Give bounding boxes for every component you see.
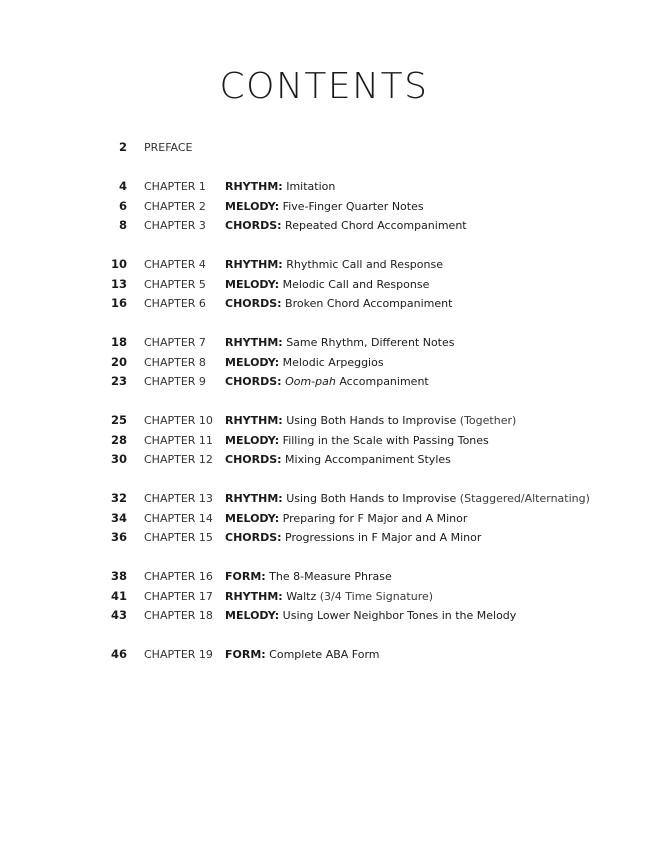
page-title: CONTENTS [219,66,429,107]
entry-text: Same Rhythm, Different Notes [282,336,455,349]
toc-group [0,489,648,548]
entry-text-after: Accompaniment [335,375,429,388]
entry-title [225,606,516,626]
entry-category: MELODY: [225,199,280,213]
entry-category: CHORDS: [225,375,282,388]
page-number: 18 [110,335,127,349]
toc-group [0,177,648,236]
entry-text: Filling in the Scale with Passing Tones [279,433,489,447]
entry-text: Five-Finger Quarter Notes [279,199,424,213]
entry-note: (3/4 Time Signature) [316,589,434,603]
chapter-label: CHAPTER 11 [144,433,213,447]
toc-entry[interactable] [0,372,648,392]
chapter-label: CHAPTER 12 [144,453,213,466]
page-number: 36 [110,530,127,544]
toc-entry[interactable] [0,606,648,626]
page-number: 30 [110,452,127,466]
chapter-label: CHAPTER 15 [144,531,213,544]
entry-text: Using Lower Neighbor Tones in the Melody [279,609,517,622]
chapter-label: CHAPTER 5 [144,277,206,291]
toc-entry[interactable] [0,645,648,665]
entry-category: MELODY: [225,609,280,622]
entry-category: MELODY: [225,277,280,291]
entry-note: (Together) [456,414,517,427]
page-number: 43 [110,608,127,622]
toc-group [0,567,648,626]
entry-title [225,645,380,665]
entry-category: FORM: [225,648,266,661]
chapter-label: CHAPTER 10 [144,414,213,427]
entry-title [225,275,429,295]
toc-entry[interactable] [0,489,648,509]
page-number: 38 [110,569,127,583]
toc-entry[interactable] [0,138,648,158]
entry-italic-text: Oom-pah [285,375,336,388]
toc-entry[interactable] [0,528,648,548]
entry-category: RHYTHM: [225,414,283,427]
entry-text: Broken Chord Accompaniment [281,297,453,310]
entry-title [225,587,433,607]
entry-category: MELODY: [225,355,280,369]
entry-title [225,294,452,314]
page-number: 28 [110,432,127,447]
entry-text: Melodic Call and Response [279,277,430,291]
entry-text: Complete ABA Form [265,648,380,661]
entry-category: RHYTHM: [225,180,283,193]
entry-title [225,333,455,353]
page-number: 16 [110,296,127,310]
chapter-label: CHAPTER 7 [144,336,206,349]
chapter-label: CHAPTER 16 [144,570,213,583]
page-number: 23 [110,374,127,388]
entry-category: CHORDS: [225,453,282,466]
entry-title [225,509,467,529]
entry-text: Using Both Hands to Improvise [282,414,457,427]
entry-note: (Staggered/Alternating) [456,492,590,505]
chapter-label: CHAPTER 6 [144,297,206,310]
entry-category: RHYTHM: [225,336,283,349]
entry-category: MELODY: [225,433,280,447]
entry-title [225,431,489,451]
page-number: 13 [110,276,127,291]
page-number: 6 [118,198,127,213]
entry-text: Progressions in F Major and A Minor [281,531,482,544]
chapter-label: CHAPTER 3 [144,219,206,232]
toc-entry[interactable] [0,197,648,217]
entry-category: RHYTHM: [225,492,283,505]
chapter-label: CHAPTER 2 [144,199,206,213]
entry-title [225,216,467,236]
page-number: 8 [118,218,127,232]
toc-group [0,138,648,158]
entry-category: RHYTHM: [225,258,283,271]
toc-entry[interactable] [0,294,648,314]
chapter-label: CHAPTER 19 [144,648,213,661]
toc-entry[interactable] [0,177,648,197]
chapter-label: CHAPTER 8 [144,355,206,369]
entry-title [225,567,392,587]
toc-group [0,645,648,665]
page-number: 32 [110,491,127,505]
chapter-label: CHAPTER 13 [144,492,213,505]
chapter-label: CHAPTER 14 [144,511,213,525]
toc-entry[interactable] [0,431,648,451]
page-number: 46 [110,647,127,661]
entry-title [225,197,424,217]
entry-category: CHORDS: [225,219,282,232]
toc-entry[interactable] [0,587,648,607]
toc-entry[interactable] [0,353,648,373]
entry-title [225,255,443,275]
entry-category: FORM: [225,570,266,583]
toc-entry[interactable] [0,567,648,587]
entry-text: Repeated Chord Accompaniment [281,219,467,232]
page-number: 20 [110,354,127,369]
entry-category: CHORDS: [225,531,282,544]
entry-text: Rhythmic Call and Response [282,258,443,271]
page-number: 4 [118,179,127,193]
entry-text: Melodic Arpeggios [279,355,384,369]
entry-text: Waltz [282,589,317,603]
entry-title [225,489,590,509]
page-number: 25 [110,413,127,427]
entry-text: Preparing for F Major and A Minor [279,511,468,525]
entry-title [225,372,429,392]
entry-title [225,528,481,548]
entry-category: MELODY: [225,511,280,525]
entry-category: CHORDS: [225,297,282,310]
entry-title [225,411,516,431]
toc-entry[interactable] [0,255,648,275]
entry-title [225,450,451,470]
toc-group [0,411,648,470]
toc-entry[interactable] [0,333,648,353]
chapter-label: PREFACE [144,141,193,154]
table-of-contents [0,138,648,684]
toc-entry[interactable] [0,450,648,470]
entry-title [225,177,335,197]
toc-entry[interactable] [0,411,648,431]
entry-category: RHYTHM: [225,589,283,603]
page-number: 10 [110,257,127,271]
entry-text: The 8-Measure Phrase [265,570,392,583]
entry-text: Mixing Accompaniment Styles [281,453,451,466]
chapter-label: CHAPTER 1 [144,180,206,193]
chapter-label: CHAPTER 9 [144,375,206,388]
toc-entry[interactable] [0,509,648,529]
page-number: 2 [118,140,127,154]
toc-entry[interactable] [0,275,648,295]
toc-entry[interactable] [0,216,648,236]
chapter-label: CHAPTER 17 [144,589,213,603]
entry-title [225,353,384,373]
entry-text: Using Both Hands to Improvise [282,492,457,505]
entry-text: Imitation [282,180,336,193]
page-number: 41 [110,588,127,603]
toc-group [0,255,648,314]
page-number: 34 [110,510,127,525]
chapter-label: CHAPTER 18 [144,609,213,622]
toc-group [0,333,648,392]
chapter-label: CHAPTER 4 [144,258,206,271]
